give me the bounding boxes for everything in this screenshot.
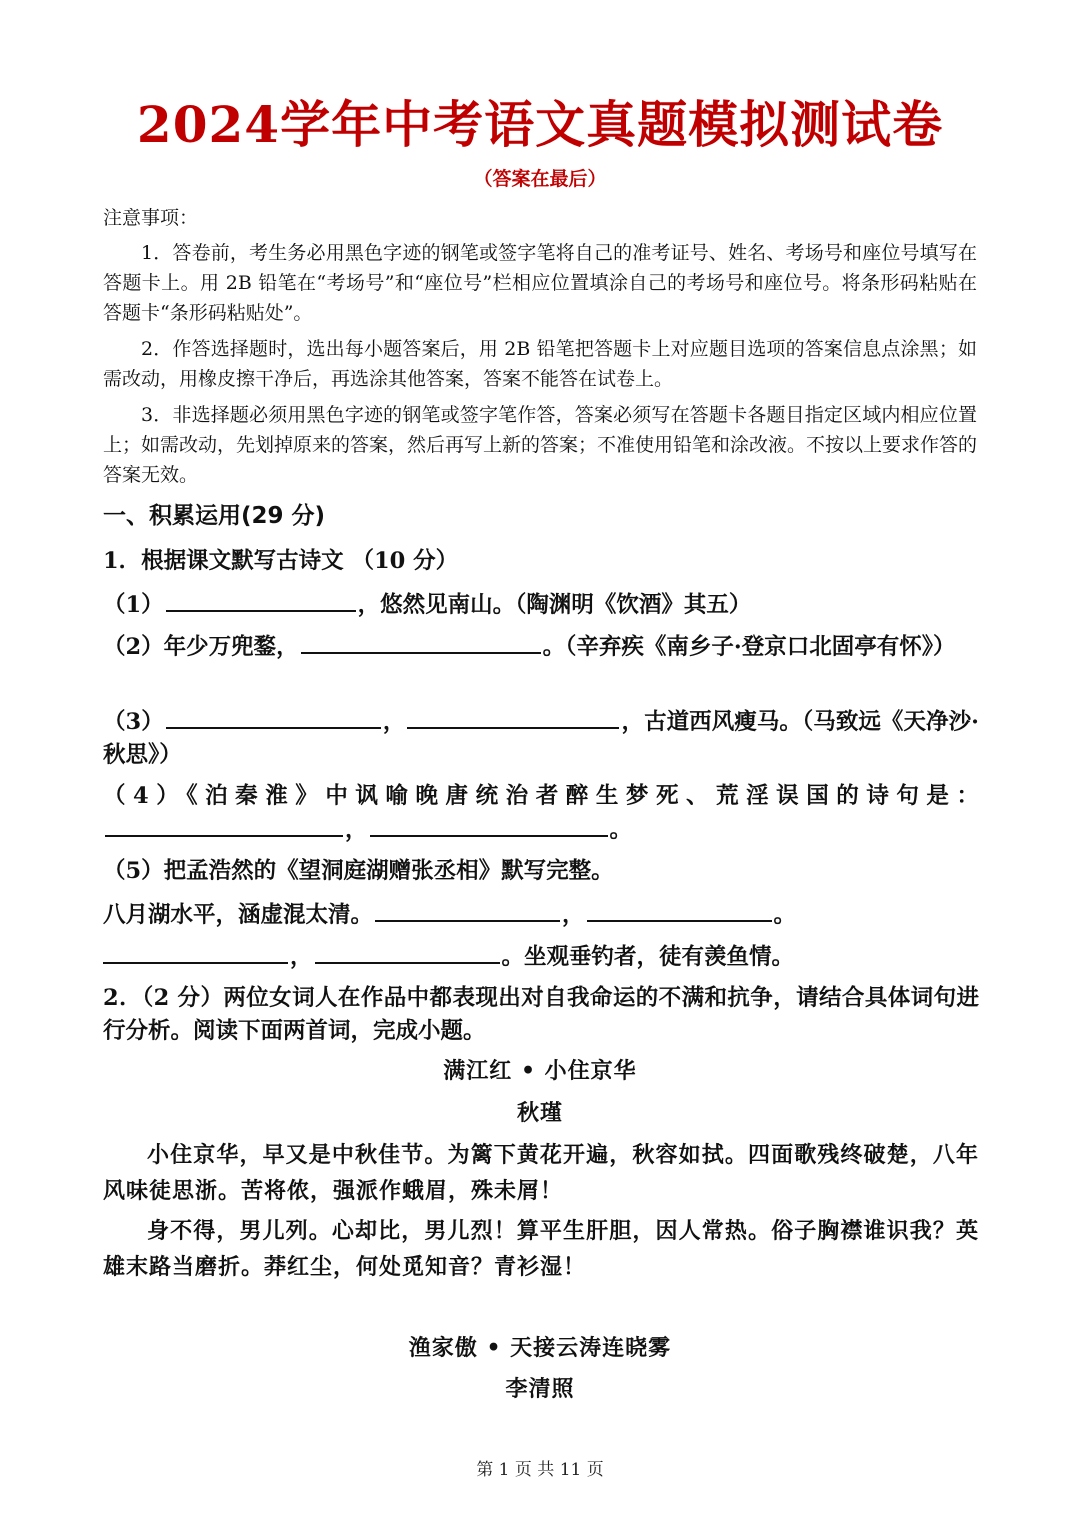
poem-1-stanza-1: 小住京华，早又是中秋佳节。为篱下黄花开遍，秋容如拭。四面歌残终破楚，八年风味徒思浙。苦将侬，强派作蛾眉，殊未屑！ [103,1142,979,1204]
part-3-text: ，古道西风瘦马。（马致远《天净沙·秋思》） [103,709,979,768]
poem-2-title: 渔家傲 • 天接云涛连晓雾 [408,1335,672,1361]
exam-title: 2024学年中考语文真题模拟测试卷 [136,95,944,154]
question-2-stem: 2．（2 分）两位女词人在作品中都表现出对自我命运的不满和抗争，请结合具体词句进行分析。阅读下面两首词，完成小题。 [103,985,979,1044]
fill-line-2-text: 。坐观垂钓者，徒有羡鱼情。 [501,944,795,970]
poem-1-author: 秋瑾 [516,1100,563,1126]
notice-item-3: 3．非选择题必须用黑色字迹的钢笔或签字笔作答，答案必须写在答题卡各题目指定区域内相应位置上；如需改动，先划掉原来的答案，然后再写上新的答案；不准使用铅笔和涂改液。不按以上要求作答的答案无效。 [103,404,978,486]
fill-line-2-comma: ， [290,944,313,970]
poem-fill-line-2 [103,940,979,974]
notice-item-1: 1．答卷前，考生务必用黑色字迹的钢笔或签字笔将自己的准考证号、姓名、考场号和座位号填写在答题卡上。用 2B 铅笔在“考场号”和“座位号”栏相应位置填涂自己的考场号和座位号。将条形码粘贴在答题卡“条形码粘贴处”。 [103,242,977,324]
part-2-text-a: （2）年少万兜鍪， [103,634,299,660]
answer-blank [301,630,541,654]
page-number: 第 1 页 共 11 页 [476,1460,604,1480]
part-4-period: 。 [609,817,633,843]
answer-blank [103,940,288,964]
poem-1-stanza-2: 身不得，男儿列。心却比，男儿烈！算平生肝胆，因人常热。俗子胸襟谁识我？英雄末路当磨折。莽红尘，何处觅知音？青衫湿！ [103,1218,979,1280]
part-3-comma: ， [382,709,406,735]
answer-blank [166,705,381,729]
question-1-part-5: （5）把孟浩然的《望洞庭湖赠张丞相》默写完整。 [103,858,614,884]
poem-fill-line-1 [103,898,979,932]
answer-blank [587,898,772,922]
answer-blank [375,898,560,922]
answer-blank [407,705,619,729]
fill-line-1-comma: ， [562,902,585,928]
question-1-stem: 1．根据课文默写古诗文 （10 分） [103,548,459,574]
part-1-label: （1） [103,592,164,618]
answer-blank [315,940,500,964]
question-1-part-2 [103,630,979,664]
notice-heading: 注意事项： [103,207,199,229]
part-1-text: ，悠然见南山。（陶渊明《饮酒》其五） [357,592,752,618]
answer-blank [370,813,608,837]
question-1-part-4 [103,780,979,847]
fill-line-1-period: 。 [773,902,797,928]
answer-note: （答案在最后） [473,168,607,190]
question-1-part-1 [103,588,979,622]
part-4-comma: ， [345,817,368,843]
poem-1-title: 满江红 • 小住京华 [443,1058,637,1084]
part-2-text-b: 。（辛弃疾《南乡子·登京口北固亭有怀》） [542,634,956,660]
section-title: 一、积累运用(29 分) [103,503,326,529]
question-1-part-3 [103,705,979,772]
answer-blank [105,813,343,837]
fill-line-1-text: 八月湖水平，涵虚混太清。 [103,902,374,928]
part-3-label: （3） [103,709,164,735]
poem-2-author: 李清照 [505,1376,575,1402]
answer-blank [166,588,356,612]
part-4-text: （4）《泊秦淮》中讽喻晚唐统治者醉生梦死、荒淫误国的诗句是： [103,783,979,809]
notice-item-2: 2．作答选择题时，选出每小题答案后，用 2B 铅笔把答题卡上对应题目选项的答案信息点涂黑；如需改动，用橡皮擦干净后，再选涂其他答案，答案不能答在试卷上。 [103,338,977,390]
